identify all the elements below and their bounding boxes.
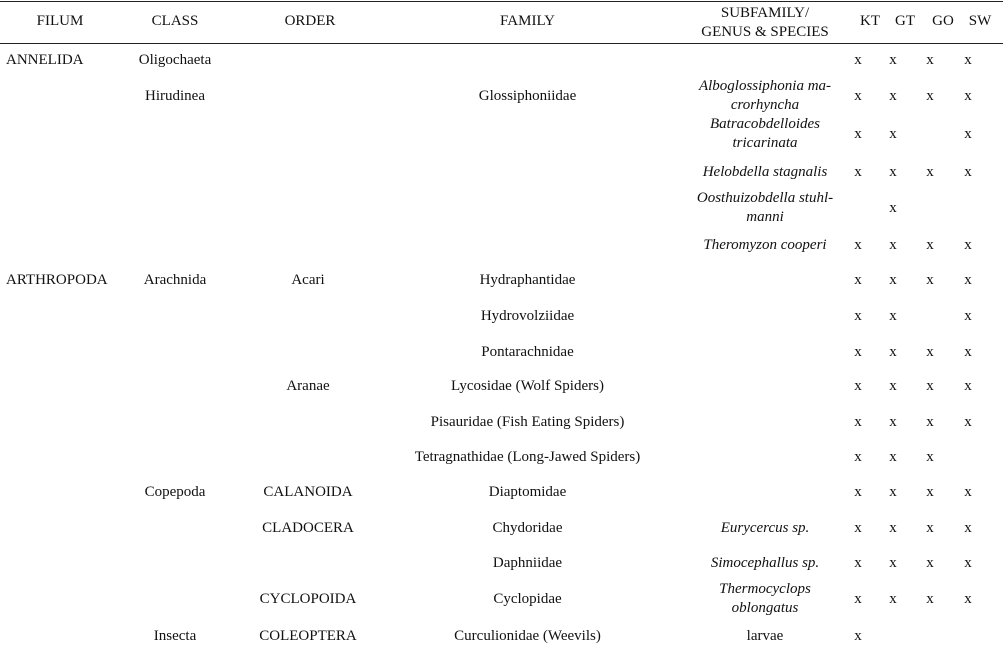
presence-mark-gt: x (889, 126, 897, 142)
presence-mark-kt: x (854, 628, 862, 644)
presence-mark-kt: x (854, 449, 862, 465)
cell-species (675, 189, 855, 227)
header-class: CLASS (151, 13, 199, 29)
cell-family: Hydraphantidae (479, 272, 576, 288)
presence-mark-go: x (926, 378, 934, 394)
cell-class: Hirudinea (145, 88, 205, 104)
presence-mark-go: x (926, 164, 934, 180)
presence-mark-go: x (926, 555, 934, 571)
presence-mark-gt: x (889, 591, 897, 607)
header-sw: SW (968, 13, 992, 29)
presence-mark-go: x (926, 272, 934, 288)
presence-mark-go: x (926, 52, 934, 68)
header-filum: FILUM (36, 13, 84, 29)
header-subfamily-line2: GENUS & SPECIES (701, 24, 829, 40)
cell-family: Lycosidae (Wolf Spiders) (451, 378, 604, 394)
cell-family: Pontarachnidae (481, 344, 574, 360)
cell-order: CALANOIDA (263, 484, 353, 500)
presence-mark-go: x (926, 449, 934, 465)
presence-mark-gt: x (889, 308, 897, 324)
presence-mark-kt: x (854, 126, 862, 142)
presence-mark-go: x (926, 414, 934, 430)
presence-mark-sw: x (964, 414, 972, 430)
cell-family: Chydoridae (492, 520, 563, 536)
species-line: oblongatus (731, 600, 799, 616)
header-go: GO (932, 13, 954, 29)
presence-mark-go: x (926, 88, 934, 104)
species-line: tricarinata (732, 135, 798, 151)
cell-family: Daphniidae (492, 555, 563, 571)
presence-mark-gt: x (889, 344, 897, 360)
cell-species (675, 554, 855, 573)
presence-mark-gt: x (889, 484, 897, 500)
presence-mark-go: x (926, 520, 934, 536)
presence-mark-sw: x (964, 88, 972, 104)
presence-mark-sw: x (964, 520, 972, 536)
presence-mark-gt: x (889, 272, 897, 288)
cell-family: Diaptomidae (488, 484, 567, 500)
cell-order: Aranae (286, 378, 330, 394)
cell-species (675, 627, 855, 646)
header-subfamily-line1: SUBFAMILY/ (720, 5, 810, 21)
presence-mark-sw: x (964, 164, 972, 180)
cell-species (675, 77, 855, 115)
cell-class: Copepoda (144, 484, 206, 500)
header-family: FAMILY (500, 13, 555, 29)
presence-mark-sw: x (964, 272, 972, 288)
presence-mark-go: x (926, 591, 934, 607)
cell-filum: ANNELIDA (6, 52, 84, 68)
cell-class: Oligochaeta (138, 52, 212, 68)
species-line: Oosthuizobdella stuhl- (696, 190, 834, 206)
header-bottom-rule (0, 43, 1003, 44)
presence-mark-go: x (926, 484, 934, 500)
presence-mark-gt: x (889, 200, 897, 216)
cell-family: Curculionidae (Weevils) (454, 628, 601, 644)
cell-class: Arachnida (143, 272, 207, 288)
cell-species (675, 236, 855, 255)
cell-species (675, 115, 855, 153)
presence-mark-kt: x (854, 237, 862, 253)
presence-mark-kt: x (854, 484, 862, 500)
presence-mark-sw: x (964, 555, 972, 571)
cell-order: CYCLOPOIDA (259, 591, 357, 607)
presence-mark-go: x (926, 237, 934, 253)
presence-mark-gt: x (889, 237, 897, 253)
species-line: Batracobdelloides (710, 116, 820, 132)
presence-mark-kt: x (854, 308, 862, 324)
header-order: ORDER (284, 13, 336, 29)
cell-species (675, 163, 855, 182)
cell-species (675, 519, 855, 538)
species-line: Theromyzon cooperi (703, 237, 827, 253)
cell-family: Hydrovolziidae (480, 308, 575, 324)
cell-order: Acari (291, 272, 325, 288)
species-line: crorhyncha (730, 97, 800, 113)
presence-mark-sw: x (964, 126, 972, 142)
presence-mark-kt: x (854, 88, 862, 104)
header-kt: KT (860, 13, 880, 29)
cell-species (675, 580, 855, 618)
presence-mark-kt: x (854, 378, 862, 394)
cell-family: Cyclopidae (493, 591, 562, 607)
cell-family: Pisauridae (Fish Eating Spiders) (430, 414, 625, 430)
presence-mark-kt: x (854, 520, 862, 536)
presence-mark-sw: x (964, 52, 972, 68)
cell-order: CLADOCERA (262, 520, 354, 536)
species-line: Helobdella stagnalis (702, 164, 828, 180)
species-line: larvae (746, 628, 784, 644)
cell-family: Glossiphoniidae (478, 88, 577, 104)
presence-mark-gt: x (889, 520, 897, 536)
presence-mark-sw: x (964, 237, 972, 253)
presence-mark-kt: x (854, 344, 862, 360)
presence-mark-sw: x (964, 378, 972, 394)
presence-mark-gt: x (889, 414, 897, 430)
presence-mark-gt: x (889, 52, 897, 68)
cell-family: Tetragnathidae (Long-Jawed Spiders) (414, 449, 641, 465)
presence-mark-sw: x (964, 308, 972, 324)
presence-mark-gt: x (889, 378, 897, 394)
cell-class: Insecta (153, 628, 197, 644)
table-top-rule (0, 1, 1003, 2)
presence-mark-sw: x (964, 344, 972, 360)
presence-mark-gt: x (889, 88, 897, 104)
presence-mark-gt: x (889, 449, 897, 465)
presence-mark-kt: x (854, 591, 862, 607)
species-line: Eurycercus sp. (720, 520, 810, 536)
header-gt: GT (895, 13, 915, 29)
presence-mark-go: x (926, 344, 934, 360)
presence-mark-sw: x (964, 591, 972, 607)
presence-mark-gt: x (889, 555, 897, 571)
species-line: Thermocyclops (719, 581, 811, 597)
presence-mark-kt: x (854, 272, 862, 288)
header-subfamily (675, 4, 855, 42)
presence-mark-kt: x (854, 52, 862, 68)
species-line: manni (746, 209, 784, 225)
presence-mark-gt: x (889, 164, 897, 180)
cell-order: COLEOPTERA (259, 628, 357, 644)
presence-mark-sw: x (964, 484, 972, 500)
presence-mark-kt: x (854, 555, 862, 571)
species-line: Alboglossiphonia ma- (698, 78, 832, 94)
species-line: Simocephallus sp. (710, 555, 820, 571)
presence-mark-kt: x (854, 164, 862, 180)
cell-filum: ARTHROPODA (6, 272, 108, 288)
presence-mark-kt: x (854, 414, 862, 430)
